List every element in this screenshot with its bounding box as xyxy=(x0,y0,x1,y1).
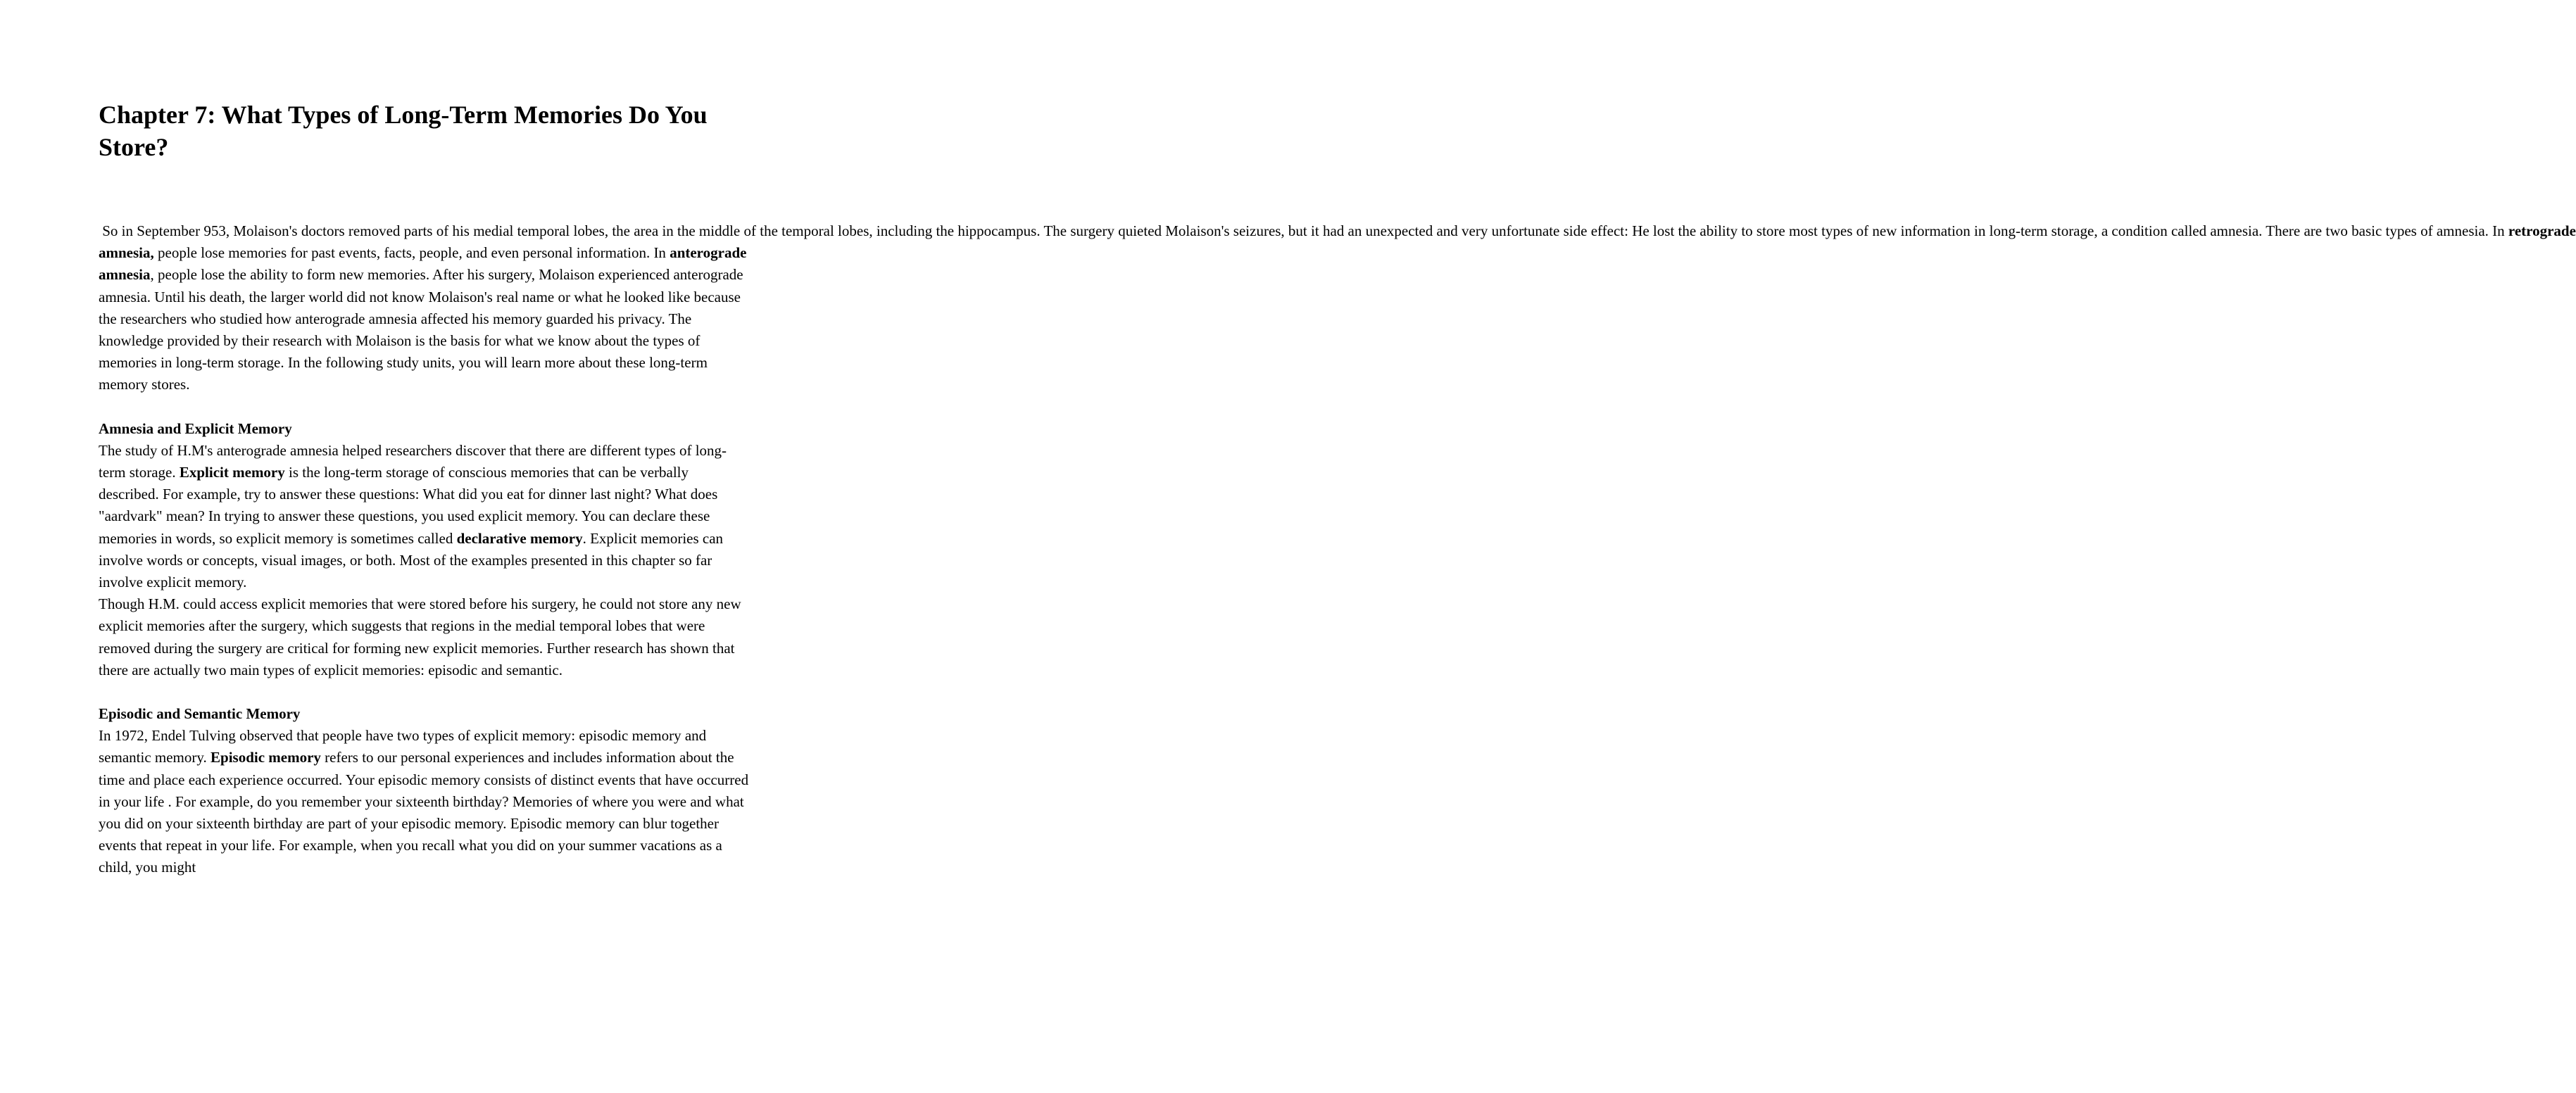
chapter-title: Chapter 7: What Types of Long-Term Memories Do You Store? xyxy=(99,101,708,161)
section-heading-explicit-memory: Amnesia and Explicit Memory xyxy=(99,419,292,437)
term-episodic-memory: Episodic memory xyxy=(211,749,321,766)
term-explicit-memory: Explicit memory xyxy=(179,464,285,481)
intro-text-2: people lose memories for past events, facts, people, and even personal information. In xyxy=(153,244,670,262)
term-anterograde-amnesia: anterograde amnesia xyxy=(99,244,747,284)
term-declarative-memory: declarative memory xyxy=(456,529,583,547)
explicit-text-1: The study of H.M's anterograde amnesia helped researchers discover that there are different types of long-term storage. xyxy=(99,441,727,481)
episodic-text-1: In 1972, Endel Tulving observed that people have two types of explicit memory: episodic memory and semantic memory. xyxy=(99,727,707,766)
explicit-text-2: is the long-term storage of conscious memories that can be verbally described. For example, try to answer these questions: What did you eat for dinner last night? What does "aardvark" mean? In trying to answer these questions, you used explicit memory. You can declare these memories in words, so explicit memory is sometimes called xyxy=(99,464,718,547)
episodic-memory-paragraph xyxy=(99,725,750,878)
episodic-text-2: refers to our personal experiences and includes information about the time and place each experience occurred. Your episodic memory consists of distinct events that have occurred in your life . For example, do you remember your sixteenth birthday? Memories of where you were and what you did on your sixteenth birthday are part of your episodic memory. Episodic memory can blur together events that repeat in your life. For example, when you recall what you did on your summer vacations as a child, you might xyxy=(99,749,749,876)
explicit-memory-paragraph xyxy=(99,440,750,593)
intro-paragraph xyxy=(99,220,2576,396)
intro-text-1: So in September 953, Molaison's doctors removed parts of his medial temporal lobes, the area in the middle of the temporal lobes, including the hippocampus. The surgery quieted Molaison's seizures, but it had an unexpected and very unfortunate side effect: He lost the ability to store most types of new information in long-term storage, a condition called amnesia. There are two basic types of amnesia. In xyxy=(99,222,2508,239)
term-retrograde-amnesia: retrograde amnesia, xyxy=(99,222,2576,262)
explicit-text-3: . Explicit memories can involve words or concepts, visual images, or both. Most of the examples presented in this chapter so far involve explicit memory. xyxy=(99,529,724,591)
document-page xyxy=(99,99,2576,879)
intro-text-3: , people lose the ability to form new memories. After his surgery, Molaison experienced anterograde amnesia. Until his death, the larger world did not know Molaison's real name or what he looked like because the researchers who studied how anterograde amnesia affected his memory guarded his privacy. The knowledge provided by their research with Molaison is the basis for what we know about the types of memories in long-term storage. In the following study units, you will learn more about these long-term memory stores. xyxy=(99,266,743,393)
section-heading-episodic-semantic: Episodic and Semantic Memory xyxy=(99,705,301,723)
hm-paragraph: Though H.M. could access explicit memories that were stored before his surgery, he could not store any new explicit memories after the surgery, which suggests that regions in the medial temporal lobes that were removed during the surgery are critical for forming new explicit memories. Further research has shown that there are actually two main types of explicit memories: episodic and semantic. xyxy=(99,595,741,678)
